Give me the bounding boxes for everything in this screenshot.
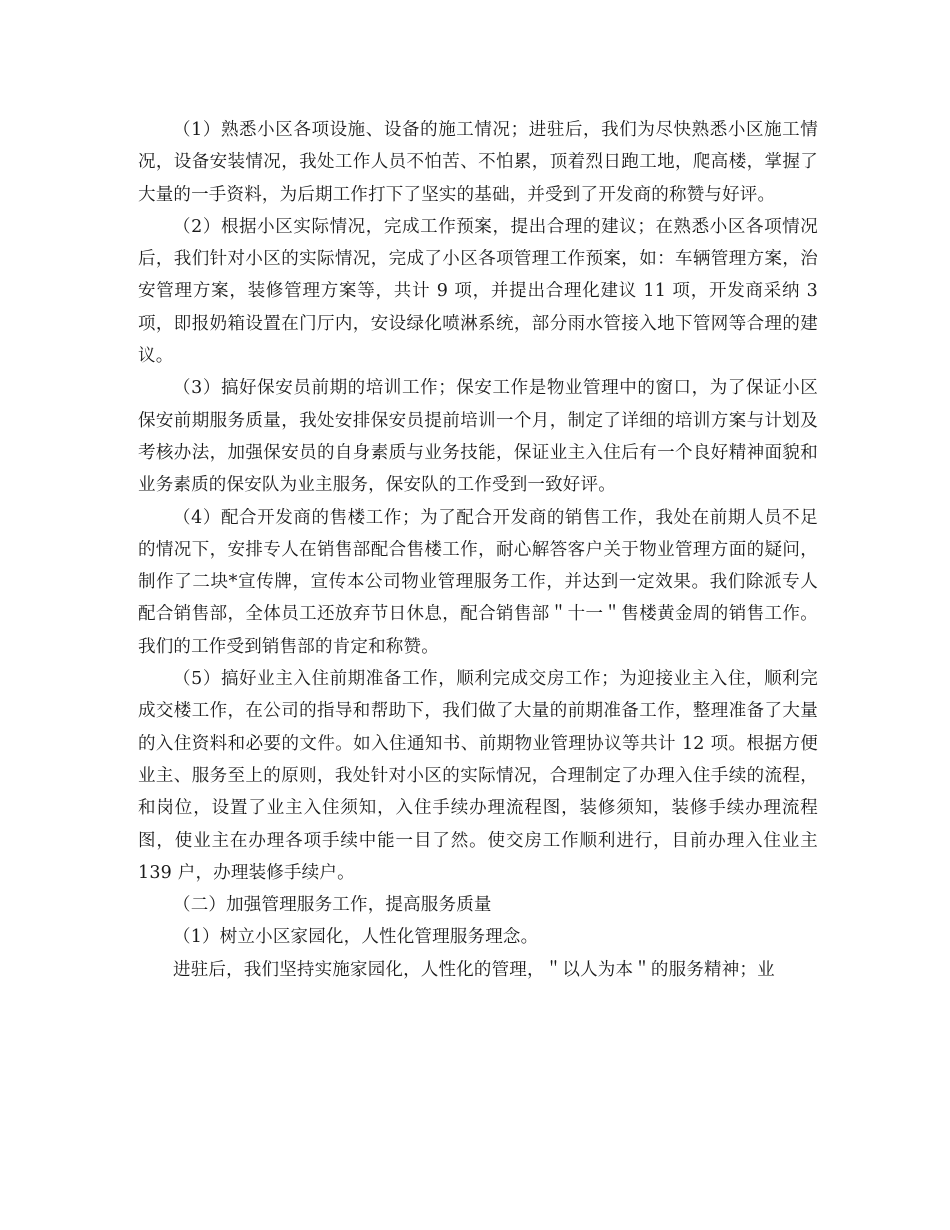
subsection-heading: （1）树立小区家园化，人性化管理服务理念。: [173, 927, 539, 948]
document-body: [138, 114, 818, 986]
section-heading: （二）加强管理服务工作，提高服务质量: [173, 895, 492, 916]
paragraph-3: （3）搞好保安员前期的培训工作；保安工作是物业管理中的窗口，为了保证小区保安前期服务质量，我处安排保安员提前培训一个月，制定了详细的培训方案与计划及考核办法，加强保安员的自身素质与业务技能，保证业主入住后有一个良好精神面貌和业务素质的保安队为业主服务，保安队的工作受到一致好评。: [138, 378, 818, 496]
paragraph-2: （2）根据小区实际情况，完成工作预案，提出合理的建议；在熟悉小区各项情况后，我们针对小区的实际情况，完成了小区各项管理工作预案，如：车辆管理方案，治安管理方案，装修管理方案等，共计 9 项，并提出合理化建议 11 项，开发商采纳 3 项，即报奶箱设置在门厅内，安设绿化喷淋系统，部分雨水管接入地下管网等合理的建议。: [138, 216, 818, 367]
paragraph-1: （1）熟悉小区各项设施、设备的施工情况；进驻后，我们为尽快熟悉小区施工情况，设备安装情况，我处工作人员不怕苦、不怕累，顶着烈日跑工地，爬高楼，掌握了大量的一手资料，为后期工作打下了坚实的基础，并受到了开发商的称赞与好评。: [138, 120, 818, 205]
paragraph-5: （5）搞好业主入住前期准备工作，顺利完成交房工作；为迎接业主入住，顺利完成交楼工作，在公司的指导和帮助下，我们做了大量的前期准备工作，整理准备了大量的入住资料和必要的文件。如入住通知书、前期物业管理协议等共计 12 项。根据方便业主、服务至上的原则，我处针对小区的实际情况，合理制定了办理入住手续的流程，和岗位，设置了业主入住须知，入住手续办理流程图，装修须知，装修手续办理流程图，使业主在办理各项手续中能一目了然。使交房工作顺利进行，目前办理入住业主 139 户，办理装修手续户。: [138, 669, 818, 883]
paragraph-continuing: 进驻后，我们坚持实施家园化，人性化的管理，＂以人为本＂的服务精神；业: [173, 959, 775, 980]
paragraph-4: （4）配合开发商的售楼工作；为了配合开发商的销售工作，我处在前期人员不足的情况下，安排专人在销售部配合售楼工作，耐心解答客户关于物业管理方面的疑问，制作了二块*宣传牌，宣传本公司物业管理服务工作，并达到一定效果。我们除派专人配合销售部，全体员工还放弃节日休息，配合销售部＂十一＂售楼黄金周的销售工作。我们的工作受到销售部的肯定和称赞。: [138, 507, 818, 657]
